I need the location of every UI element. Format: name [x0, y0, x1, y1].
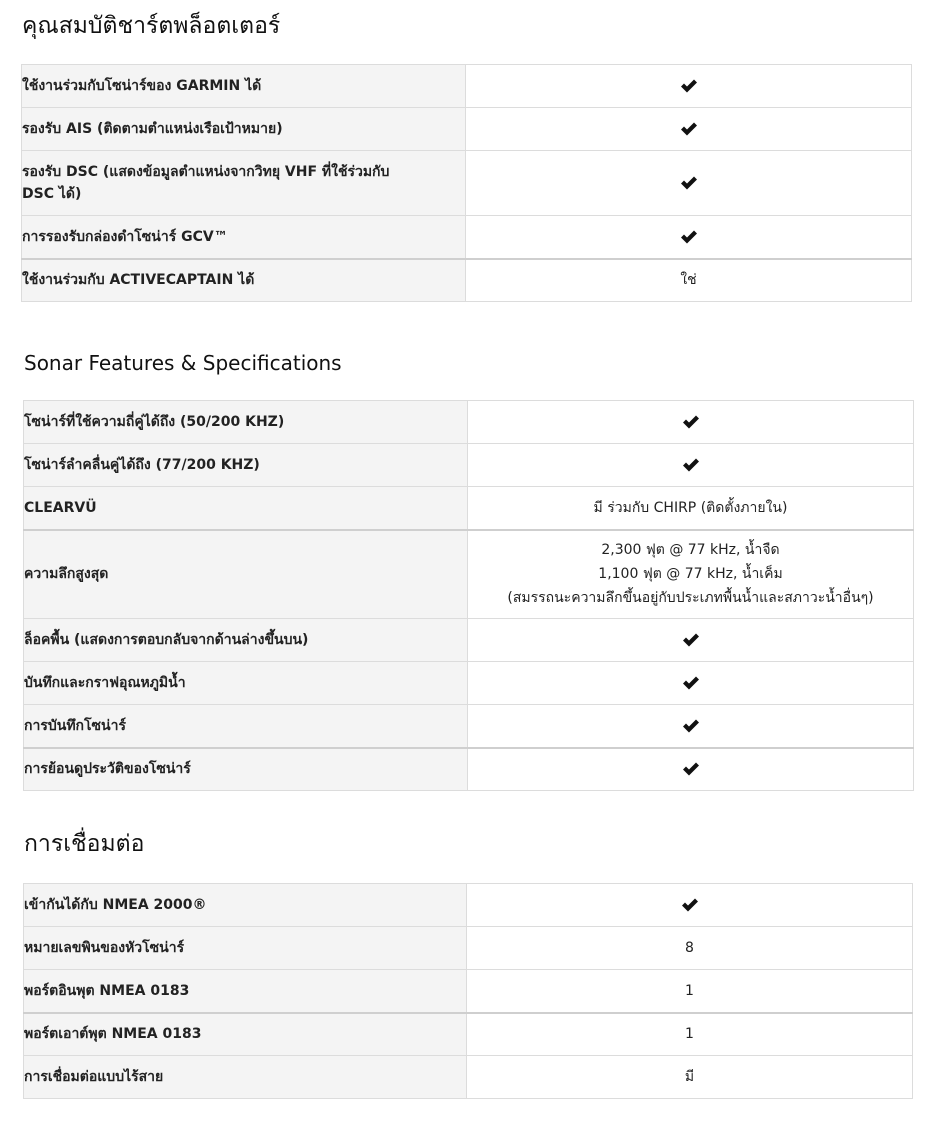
- checkmark-icon: [682, 457, 700, 473]
- row-value: [466, 65, 912, 108]
- row-label: ความลึกสูงสุด: [24, 530, 468, 619]
- table-row: [24, 927, 913, 970]
- table-row: [22, 216, 912, 259]
- table-row: [24, 970, 913, 1013]
- row-label: การเชื่อมต่อแบบไร้สาย: [24, 1056, 467, 1099]
- row-value: [468, 662, 914, 705]
- table-row: [24, 748, 914, 791]
- table-row: [24, 444, 914, 487]
- table-row: [22, 151, 912, 216]
- value-line: 2,300 ฟุต @ 77 kHz, น้ำจืด: [601, 542, 780, 559]
- checkmark-icon: [680, 121, 698, 137]
- value-line: 1,100 ฟุต @ 77 kHz, น้ำเค็ม: [598, 566, 783, 583]
- connectivity-table: [23, 883, 913, 1099]
- row-value: 8: [467, 927, 913, 970]
- row-value: [466, 108, 912, 151]
- row-label: การบันทึกโซน่าร์: [24, 705, 468, 748]
- row-label: รองรับ AIS (ติดตามตำแหน่งเรือเป้าหมาย): [22, 108, 466, 151]
- row-label: ล็อคพื้น (แสดงการตอบกลับจากด้านล่างขึ้นบน): [24, 619, 468, 662]
- row-label: โซน่าร์ลำคลื่นคู่ได้ถึง (77/200 KHZ): [24, 444, 468, 487]
- section-title-sonar: Sonar Features & Specifications: [24, 351, 342, 375]
- row-label: CLEARVÜ: [24, 487, 468, 530]
- table-row: [24, 662, 914, 705]
- chartplotter-features-table: [21, 64, 912, 302]
- row-value: [466, 151, 912, 216]
- table-row: [24, 884, 913, 927]
- checkmark-icon: [682, 761, 700, 777]
- checkmark-icon: [682, 414, 700, 430]
- row-value: [468, 401, 914, 444]
- row-label: การรองรับกล่องดำโซน่าร์ GCV™: [22, 216, 466, 259]
- row-value: ใช่: [466, 259, 912, 302]
- row-label: ใช้งานร่วมกับโซน่าร์ของ GARMIN ได้: [22, 65, 466, 108]
- checkmark-icon: [682, 632, 700, 648]
- row-value: [467, 884, 913, 927]
- row-value: มี: [467, 1056, 913, 1099]
- table-row: [22, 259, 912, 302]
- row-label: พอร์ตอินพุต NMEA 0183: [24, 970, 467, 1013]
- row-value: [468, 748, 914, 791]
- row-label: การย้อนดูประวัติของโซน่าร์: [24, 748, 468, 791]
- table-row: [24, 619, 914, 662]
- table-row: [22, 65, 912, 108]
- table-row: [22, 108, 912, 151]
- section-title-connectivity: การเชื่อมต่อ: [24, 831, 145, 857]
- checkmark-icon: [680, 229, 698, 245]
- checkmark-icon: [681, 897, 699, 913]
- checkmark-icon: [682, 718, 700, 734]
- sonar-features-table: [23, 400, 914, 791]
- row-label: พอร์ตเอาต์พุต NMEA 0183: [24, 1013, 467, 1056]
- row-label: ใช้งานร่วมกับ ACTIVECAPTAIN ได้: [22, 259, 466, 302]
- table-row: [24, 401, 914, 444]
- table-row: [24, 530, 914, 619]
- row-value: [468, 444, 914, 487]
- value-line: (สมรรถนะความลึกขึ้นอยู่กับประเภทพื้นน้ำและสภาวะน้ำอื่นๆ): [507, 590, 874, 607]
- table-row: [24, 705, 914, 748]
- table-row: [24, 1056, 913, 1099]
- row-label: หมายเลขพินของหัวโซน่าร์: [24, 927, 467, 970]
- row-value: 1: [467, 970, 913, 1013]
- row-value: 1: [467, 1013, 913, 1056]
- section-title-chartplotter: คุณสมบัติชาร์ตพล็อตเตอร์: [22, 13, 281, 39]
- checkmark-icon: [682, 675, 700, 691]
- row-label: รองรับ DSC (แสดงข้อมูลตำแหน่งจากวิทยุ VHF ที่ใช้ร่วมกับ DSC ได้): [22, 151, 466, 216]
- checkmark-icon: [680, 175, 698, 191]
- table-row: [24, 1013, 913, 1056]
- row-label: บันทึกและกราฟอุณหภูมิน้ำ: [24, 662, 468, 705]
- row-label: โซน่าร์ที่ใช้ความถี่คู่ได้ถึง (50/200 KHZ): [24, 401, 468, 444]
- row-label: เข้ากันได้กับ NMEA 2000®: [24, 884, 467, 927]
- row-value: [468, 619, 914, 662]
- row-value: [468, 530, 914, 619]
- row-value: [468, 705, 914, 748]
- row-value: [466, 216, 912, 259]
- table-row: [24, 487, 914, 530]
- checkmark-icon: [680, 78, 698, 94]
- row-value: มี ร่วมกับ CHIRP (ติดตั้งภายใน): [468, 487, 914, 530]
